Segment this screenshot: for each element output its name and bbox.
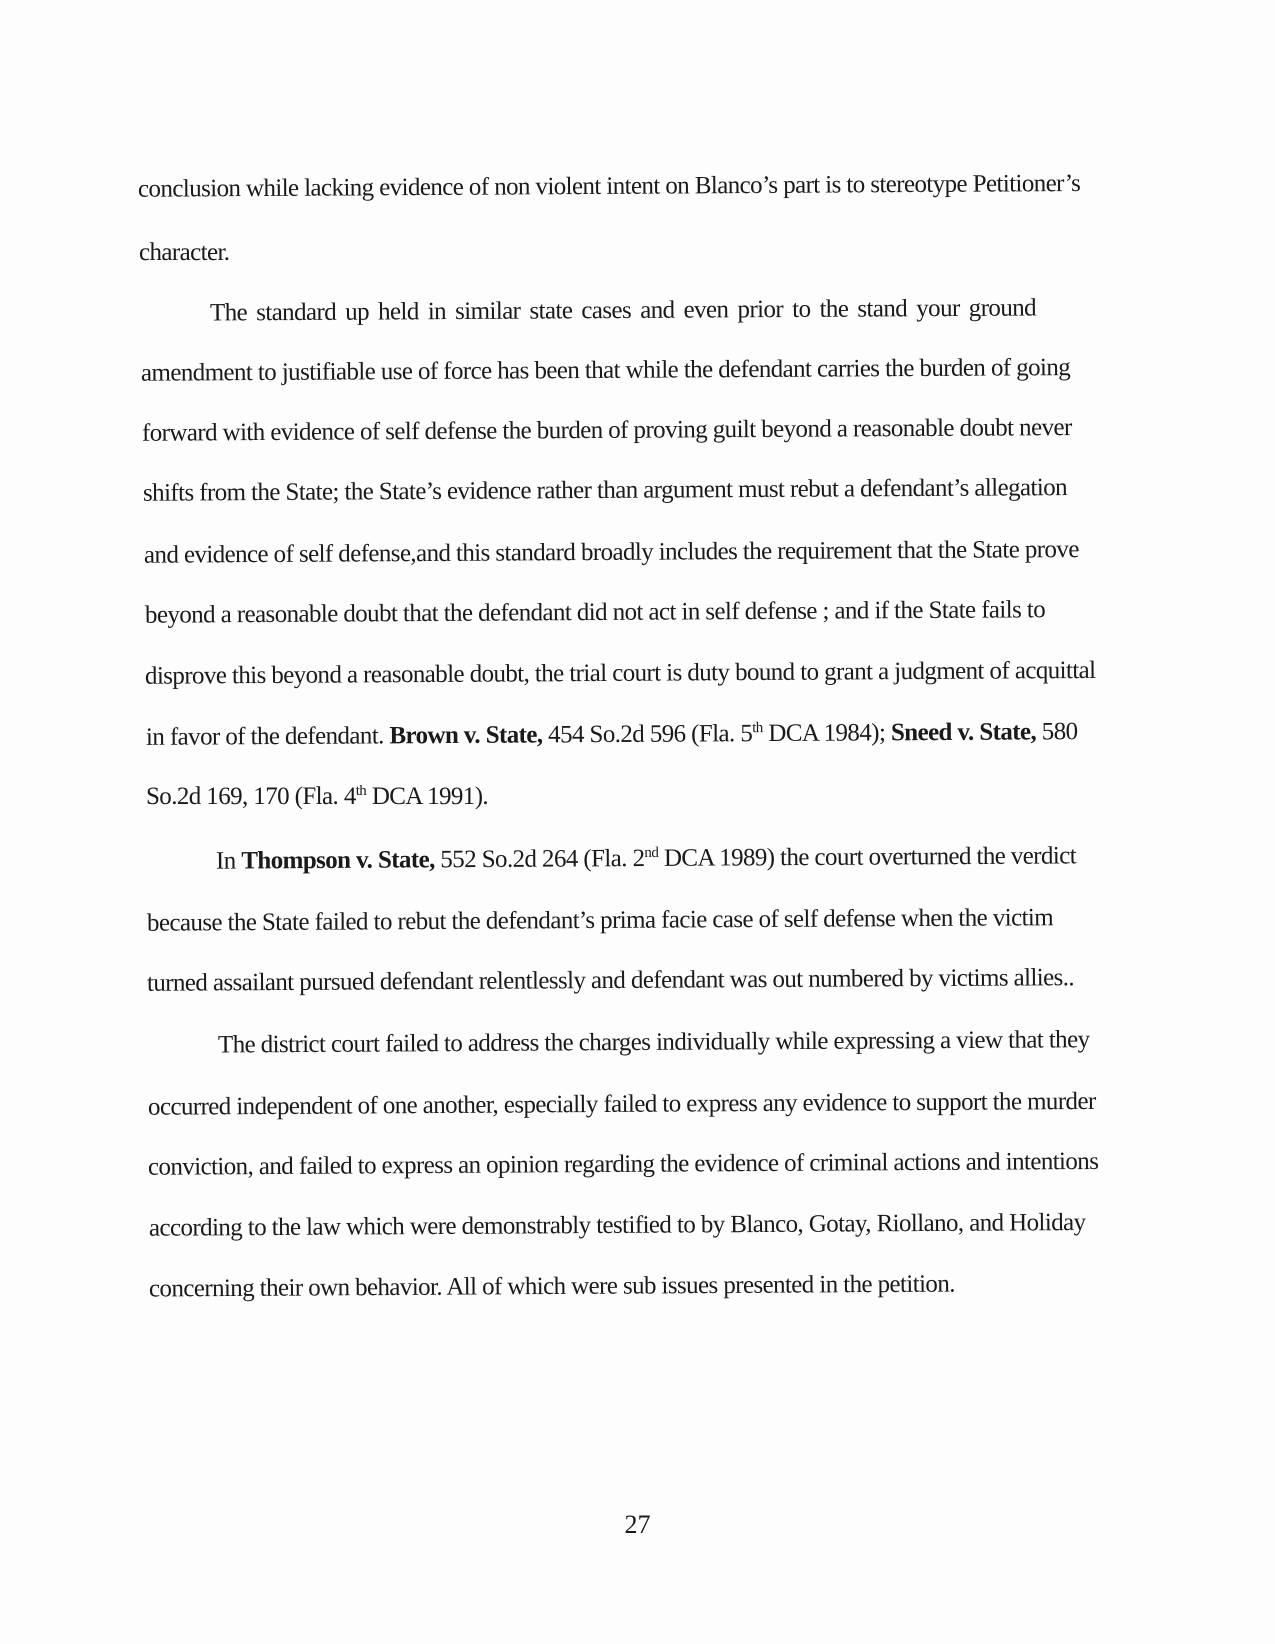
case-name: Sneed v. State, [890, 718, 1037, 747]
citation-line [216, 841, 1076, 876]
ordinal-suffix: nd [644, 844, 659, 862]
text-run: in favor of the defendant. [145, 722, 390, 751]
text-run: In [215, 847, 242, 875]
text-run: 580 [1036, 718, 1078, 746]
text-run: DCA 1991). [366, 783, 489, 810]
citation-line [146, 782, 488, 812]
page-number: 27 [624, 1510, 651, 1539]
text-line: occurred independent of one another, especially failed to express any evidence to support the murder [147, 1087, 1096, 1121]
text-line: The standard up held in similar state cases and even prior to the stand your ground [209, 294, 1037, 327]
text-run: DCA 1984); [762, 719, 891, 748]
text-line: turned assailant pursued defendant relentlessly and defendant was out numbered by victims allies.. [146, 964, 1075, 997]
text-line: because the State failed to rebut the defendant’s prima facie case of self defense when the victim [146, 904, 1054, 937]
text-line: character. [139, 239, 230, 266]
text-line: beyond a reasonable doubt that the defendant did not act in self defense ; and if the State fails to [144, 596, 1046, 629]
text-line: conclusion while lacking evidence of non violent intent on Blanco’s part is to stereotype Petitioner’s [137, 169, 1081, 203]
citation-line [146, 717, 1078, 753]
case-name: Thompson v. State, [241, 846, 435, 875]
ordinal-suffix: th [752, 720, 763, 737]
text-line: conviction, and failed to express an opinion regarding the evidence of criminal actions and intentions [147, 1147, 1099, 1181]
text-line: forward with evidence of self defense the burden of proving guilt beyond a reasonable doubt never [141, 414, 1072, 447]
text-line: shifts from the State; the State’s evidence rather than argument must rebut a defendant’s allegation [142, 474, 1068, 507]
case-name: Brown v. State, [389, 721, 543, 750]
text-run: DCA 1989) the court overturned the verdict [658, 842, 1077, 872]
ordinal-suffix: th [355, 783, 367, 799]
text-line: concerning their own behavior. All of which were sub issues presented in the petition. [148, 1270, 955, 1303]
text-line: The district court failed to address the charges individually while expressing a view that they [217, 1026, 1090, 1059]
text-line: disprove this beyond a reasonable doubt, the trial court is duty bound to grant a judgment of acquittal [144, 656, 1096, 690]
text-line: amendment to justifiable use of force has been that while the defendant carries the burden of going [140, 354, 1071, 387]
text-run: So.2d 169, 170 (Fla. 4 [146, 783, 356, 810]
text-run: 454 So.2d 596 (Fla. 5 [542, 720, 753, 749]
text-run: 552 So.2d 264 (Fla. 2 [434, 845, 645, 874]
text-line: according to the law which were demonstrably testified to by Blanco, Gotay, Riollano, and Holiday [148, 1209, 1086, 1242]
text-line: and evidence of self defense,and this standard broadly includes the requirement that the State prove [143, 536, 1079, 569]
